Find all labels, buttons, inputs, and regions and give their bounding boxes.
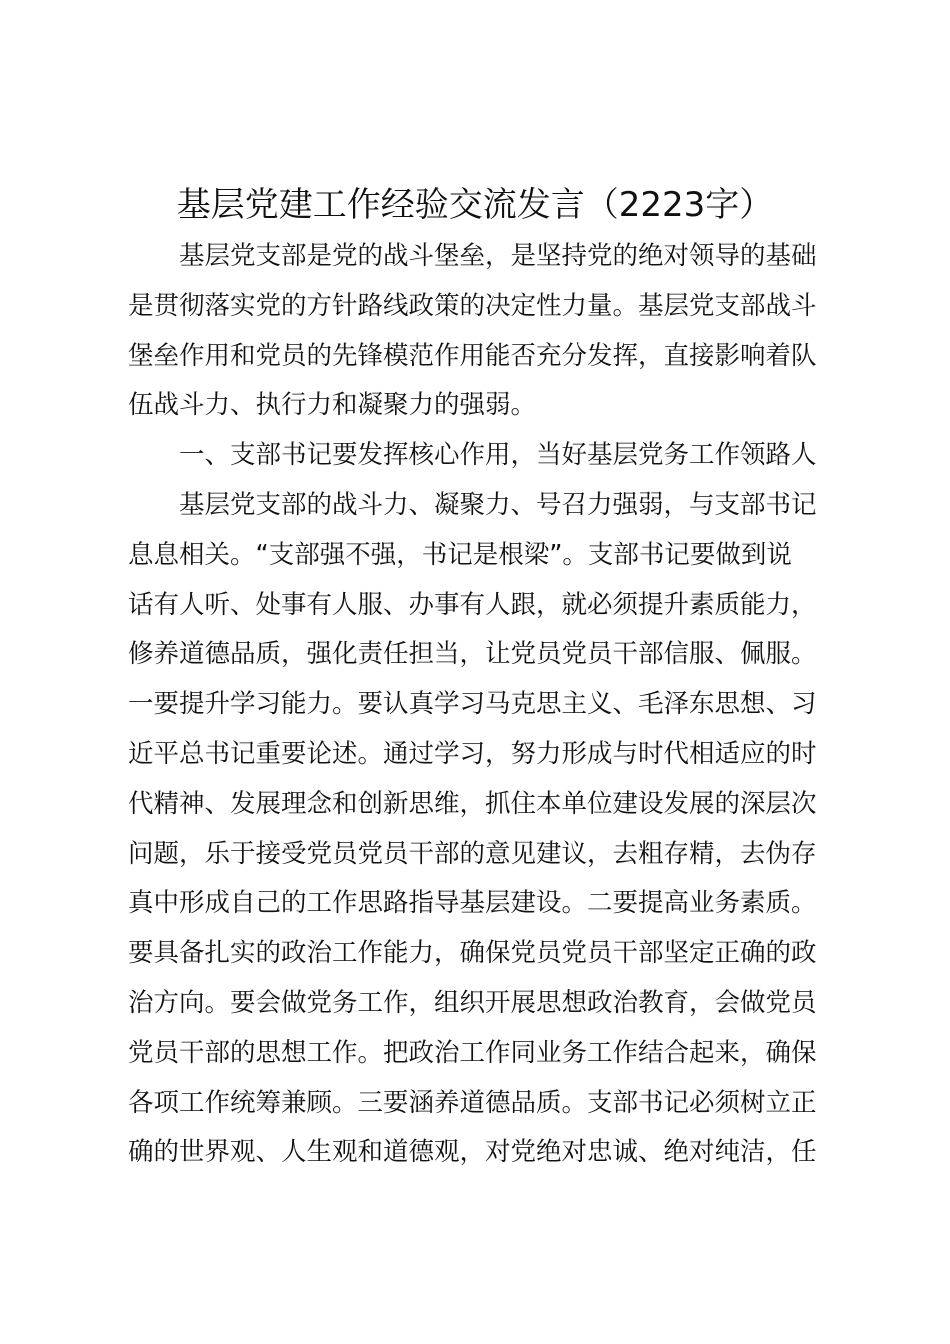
paragraph-line: 话有人听、处事有人服、办事有人跟，就必须提升素质能力， [128,589,817,620]
paragraph-line: 代精神、发展理念和创新思维，抓住本单位建设发展的深层次 [128,788,817,819]
section-heading: 一、支部书记要发挥核心作用，当好基层党务工作领路人 [179,440,817,471]
paragraph-line: 真中形成自己的工作思路指导基层建设。二要提高业务素质。 [128,888,817,919]
paragraph-line: 各项工作统筹兼顾。三要涵养道德品质。支部书记必须树立正 [128,1087,817,1118]
paragraph-line: 是贯彻落实党的方针路线政策的决定性力量。基层党支部战斗 [128,290,817,321]
paragraph-line: 近平总书记重要论述。通过学习，努力形成与时代相适应的时 [128,738,817,769]
paragraph-line: 党员干部的思想工作。把政治工作同业务工作结合起来，确保 [128,1037,817,1068]
paragraph-line: 一要提升学习能力。要认真学习马克思主义、毛泽东思想、习 [128,689,817,720]
paragraph-line: 治方向。要会做党务工作，组织开展思想政治教育，会做党员 [128,987,817,1018]
paragraph-line: 问题，乐于接受党员党员干部的意见建议，去粗存精，去伪存 [128,838,817,869]
paragraph-line: 修养道德品质，强化责任担当，让党员党员干部信服、佩服。 [128,639,817,670]
paragraph-line: 基层党支部的战斗力、凝聚力、号召力强弱，与支部书记 [179,489,817,520]
document-body [128,232,832,1178]
paragraph-line: 确的世界观、人生观和道德观，对党绝对忠诚、绝对纯洁，任 [128,1137,817,1168]
paragraph-line: 要具备扎实的政治工作能力，确保党员党员干部坚定正确的政 [128,938,817,969]
paragraph-line: 堡垒作用和党员的先锋模范作用能否充分发挥，直接影响着队 [128,340,817,371]
paragraph-line: 伍战斗力、执行力和凝聚力的强弱。 [128,390,537,421]
paragraph-line: 基层党支部是党的战斗堡垒，是坚持党的绝对领导的基础 [179,241,817,271]
paragraph-line: 息息相关。“支部强不强，书记是根梁”。支部书记要做到说 [128,539,792,570]
document-title: 基层党建工作经验交流发言（2223字） [176,185,774,225]
